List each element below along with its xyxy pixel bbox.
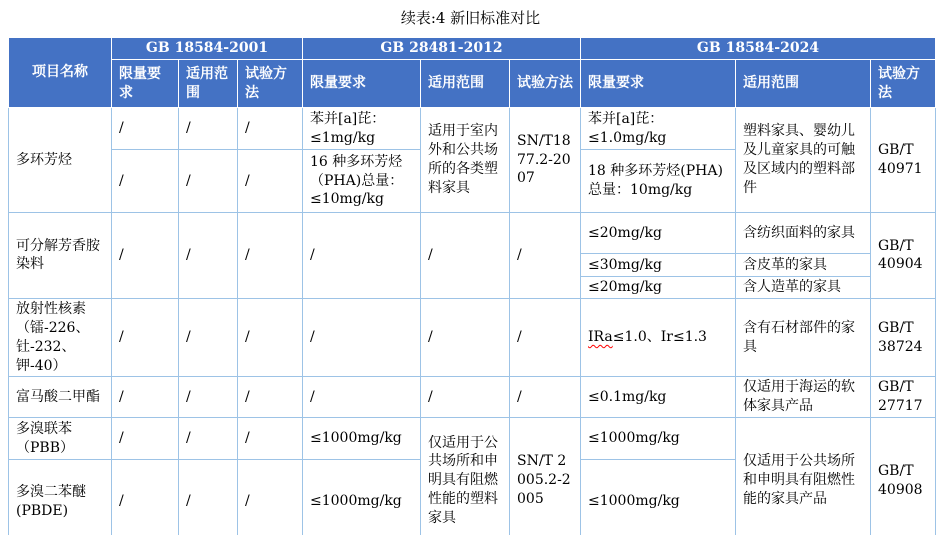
cell-pah-2001-limit-b: /: [112, 150, 179, 213]
row-dimethyl-fumarate: [9, 377, 936, 418]
cell-aromatic-amine-2024-scope-textile: 含纺织面料的家具: [736, 213, 871, 254]
cell-aromatic-amine-2012-method: /: [510, 213, 581, 299]
cell-dimethyl-fumarate-2001-method: /: [238, 377, 303, 418]
cell-pbde-name: 多溴二苯醚(PBDE): [9, 460, 112, 535]
cell-pbb-2001-scope: /: [179, 418, 238, 460]
cell-aromatic-amine-2001-method: /: [238, 213, 303, 299]
cell-pah-2001-scope-b: /: [179, 150, 238, 213]
cell-pbb-2012-limit: ≤1000mg/kg: [303, 418, 421, 460]
group-header-gb28481-2012: GB 28481-2012: [303, 38, 581, 60]
cell-aromatic-amine-2024-limit-textile: ≤20mg/kg: [581, 213, 736, 254]
cell-pbde-2001-method: /: [238, 460, 303, 535]
cell-pbb-2024-limit: ≤1000mg/kg: [581, 418, 736, 460]
standards-comparison-table: [8, 37, 936, 535]
col-header-2001-scope: 适用范围: [179, 60, 238, 108]
cell-radionuclide-2024-scope: 含有石材部件的家具: [736, 298, 871, 377]
cell-aromatic-amine-2024-limit-leather: ≤30mg/kg: [581, 254, 736, 277]
cell-dimethyl-fumarate-name: 富马酸二甲酯: [9, 377, 112, 418]
col-header-2024-limit: 限量要求: [581, 60, 736, 108]
cell-pah-2012-method: SN/T1877.2-2007: [510, 108, 581, 213]
cell-radionuclide-2012-scope: /: [421, 298, 510, 377]
cell-pbb-pbde-2024-method: GB/T 40908: [871, 418, 936, 535]
cell-pah-2001-method-b: /: [238, 150, 303, 213]
cell-pah-2001-limit-a: /: [112, 108, 179, 150]
page-title: 续表:4 新旧标准对比: [400, 9, 541, 27]
cell-pbb-pbde-2012-method: SN/T 2005.2-2005: [510, 418, 581, 535]
header-row-subcolumns: [9, 60, 936, 108]
group-header-gb18584-2001: GB 18584-2001: [112, 38, 303, 60]
cell-radionuclide-2012-method: /: [510, 298, 581, 377]
cell-aromatic-amine-2024-scope-leather: 含皮革的家具: [736, 254, 871, 277]
col-header-2001-method: 试验方法: [238, 60, 303, 108]
cell-pbb-2001-method: /: [238, 418, 303, 460]
cell-dimethyl-fumarate-2001-scope: /: [179, 377, 238, 418]
cell-pah-2012-limit-a: 苯并[a]芘：≤1mg/kg: [303, 108, 421, 150]
corner-header-project-name: 项目名称: [9, 38, 112, 108]
col-header-2012-scope: 适用范围: [421, 60, 510, 108]
col-header-2012-method: 试验方法: [510, 60, 581, 108]
group-header-gb18584-2024: GB 18584-2024: [581, 38, 936, 60]
cell-dimethyl-fumarate-2001-limit: /: [112, 377, 179, 418]
cell-dimethyl-fumarate-2012-method: /: [510, 377, 581, 418]
cell-aromatic-amine-2001-limit: /: [112, 213, 179, 299]
cell-dimethyl-fumarate-2012-limit: /: [303, 377, 421, 418]
radionuclide-limit-rest: ≤1.0、Ir≤1.3: [612, 329, 707, 346]
cell-aromatic-amine-2001-scope: /: [179, 213, 238, 299]
cell-pbde-2001-scope: /: [179, 460, 238, 535]
cell-pah-2001-scope-a: /: [179, 108, 238, 150]
cell-aromatic-amine-2024-method: GB/T 40904: [871, 213, 936, 299]
col-header-2024-method: 试验方法: [871, 60, 936, 108]
cell-radionuclide-name: 放射性核素（镭-226、钍-232、钾-40）: [9, 298, 112, 377]
header-row-groups: [9, 38, 936, 60]
cell-pah-2001-method-a: /: [238, 108, 303, 150]
cell-pbb-pbde-2024-scope: 仅适用于公共场所和申明具有阻燃性能的家具产品: [736, 418, 871, 535]
spellcheck-flagged-text: IRa: [588, 329, 613, 346]
cell-radionuclide-2024-limit: [581, 298, 736, 377]
cell-pah-2024-limit-a: 苯并[a]芘：≤1.0mg/kg: [581, 108, 736, 150]
row-pah-a: [9, 108, 936, 150]
cell-aromatic-amine-2024-scope-synthetic: 含人造革的家具: [736, 277, 871, 299]
cell-radionuclide-2001-method: /: [238, 298, 303, 377]
cell-pbde-2024-limit: ≤1000mg/kg: [581, 460, 736, 535]
col-header-2012-limit: 限量要求: [303, 60, 421, 108]
cell-dimethyl-fumarate-2024-scope: 仅适用于海运的软体家具产品: [736, 377, 871, 418]
cell-dimethyl-fumarate-2012-scope: /: [421, 377, 510, 418]
cell-aromatic-amine-2012-scope: /: [421, 213, 510, 299]
row-radionuclide: [9, 298, 936, 377]
cell-pah-2012-scope: 适用于室内外和公共场所的各类塑料家具: [421, 108, 510, 213]
cell-radionuclide-2024-method: GB/T 38724: [871, 298, 936, 377]
cell-pbde-2001-limit: /: [112, 460, 179, 535]
cell-radionuclide-2012-limit: /: [303, 298, 421, 377]
cell-aromatic-amine-2024-limit-synthetic: ≤20mg/kg: [581, 277, 736, 299]
row-aromatic-amine-a: [9, 213, 936, 254]
col-header-2001-limit: 限量要求: [112, 60, 179, 108]
cell-pah-name: 多环芳烃: [9, 108, 112, 213]
cell-pbb-name: 多溴联苯（PBB）: [9, 418, 112, 460]
cell-dimethyl-fumarate-2024-method: GB/T 27717: [871, 377, 936, 418]
cell-pbb-2001-limit: /: [112, 418, 179, 460]
cell-radionuclide-2001-limit: /: [112, 298, 179, 377]
cell-pah-2024-method: GB/T 40971: [871, 108, 936, 213]
cell-pah-2012-limit-b: 16 种多环芳烃（PHA)总量：≤10mg/kg: [303, 150, 421, 213]
row-pbb: [9, 418, 936, 460]
cell-aromatic-amine-name: 可分解芳香胺染料: [9, 213, 112, 299]
cell-pah-2024-limit-b: 18 种多环芳烃(PHA)总量：10mg/kg: [581, 150, 736, 213]
cell-pah-2024-scope: 塑料家具、婴幼儿及儿童家具的可触及区域内的塑料部件: [736, 108, 871, 213]
cell-pbde-2012-limit: ≤1000mg/kg: [303, 460, 421, 535]
col-header-2024-scope: 适用范围: [736, 60, 871, 108]
cell-pbb-pbde-2012-scope: 仅适用于公共场所和申明具有阻燃性能的塑料家具: [421, 418, 510, 535]
cell-aromatic-amine-2012-limit: /: [303, 213, 421, 299]
cell-dimethyl-fumarate-2024-limit: ≤0.1mg/kg: [581, 377, 736, 418]
cell-radionuclide-2001-scope: /: [179, 298, 238, 377]
